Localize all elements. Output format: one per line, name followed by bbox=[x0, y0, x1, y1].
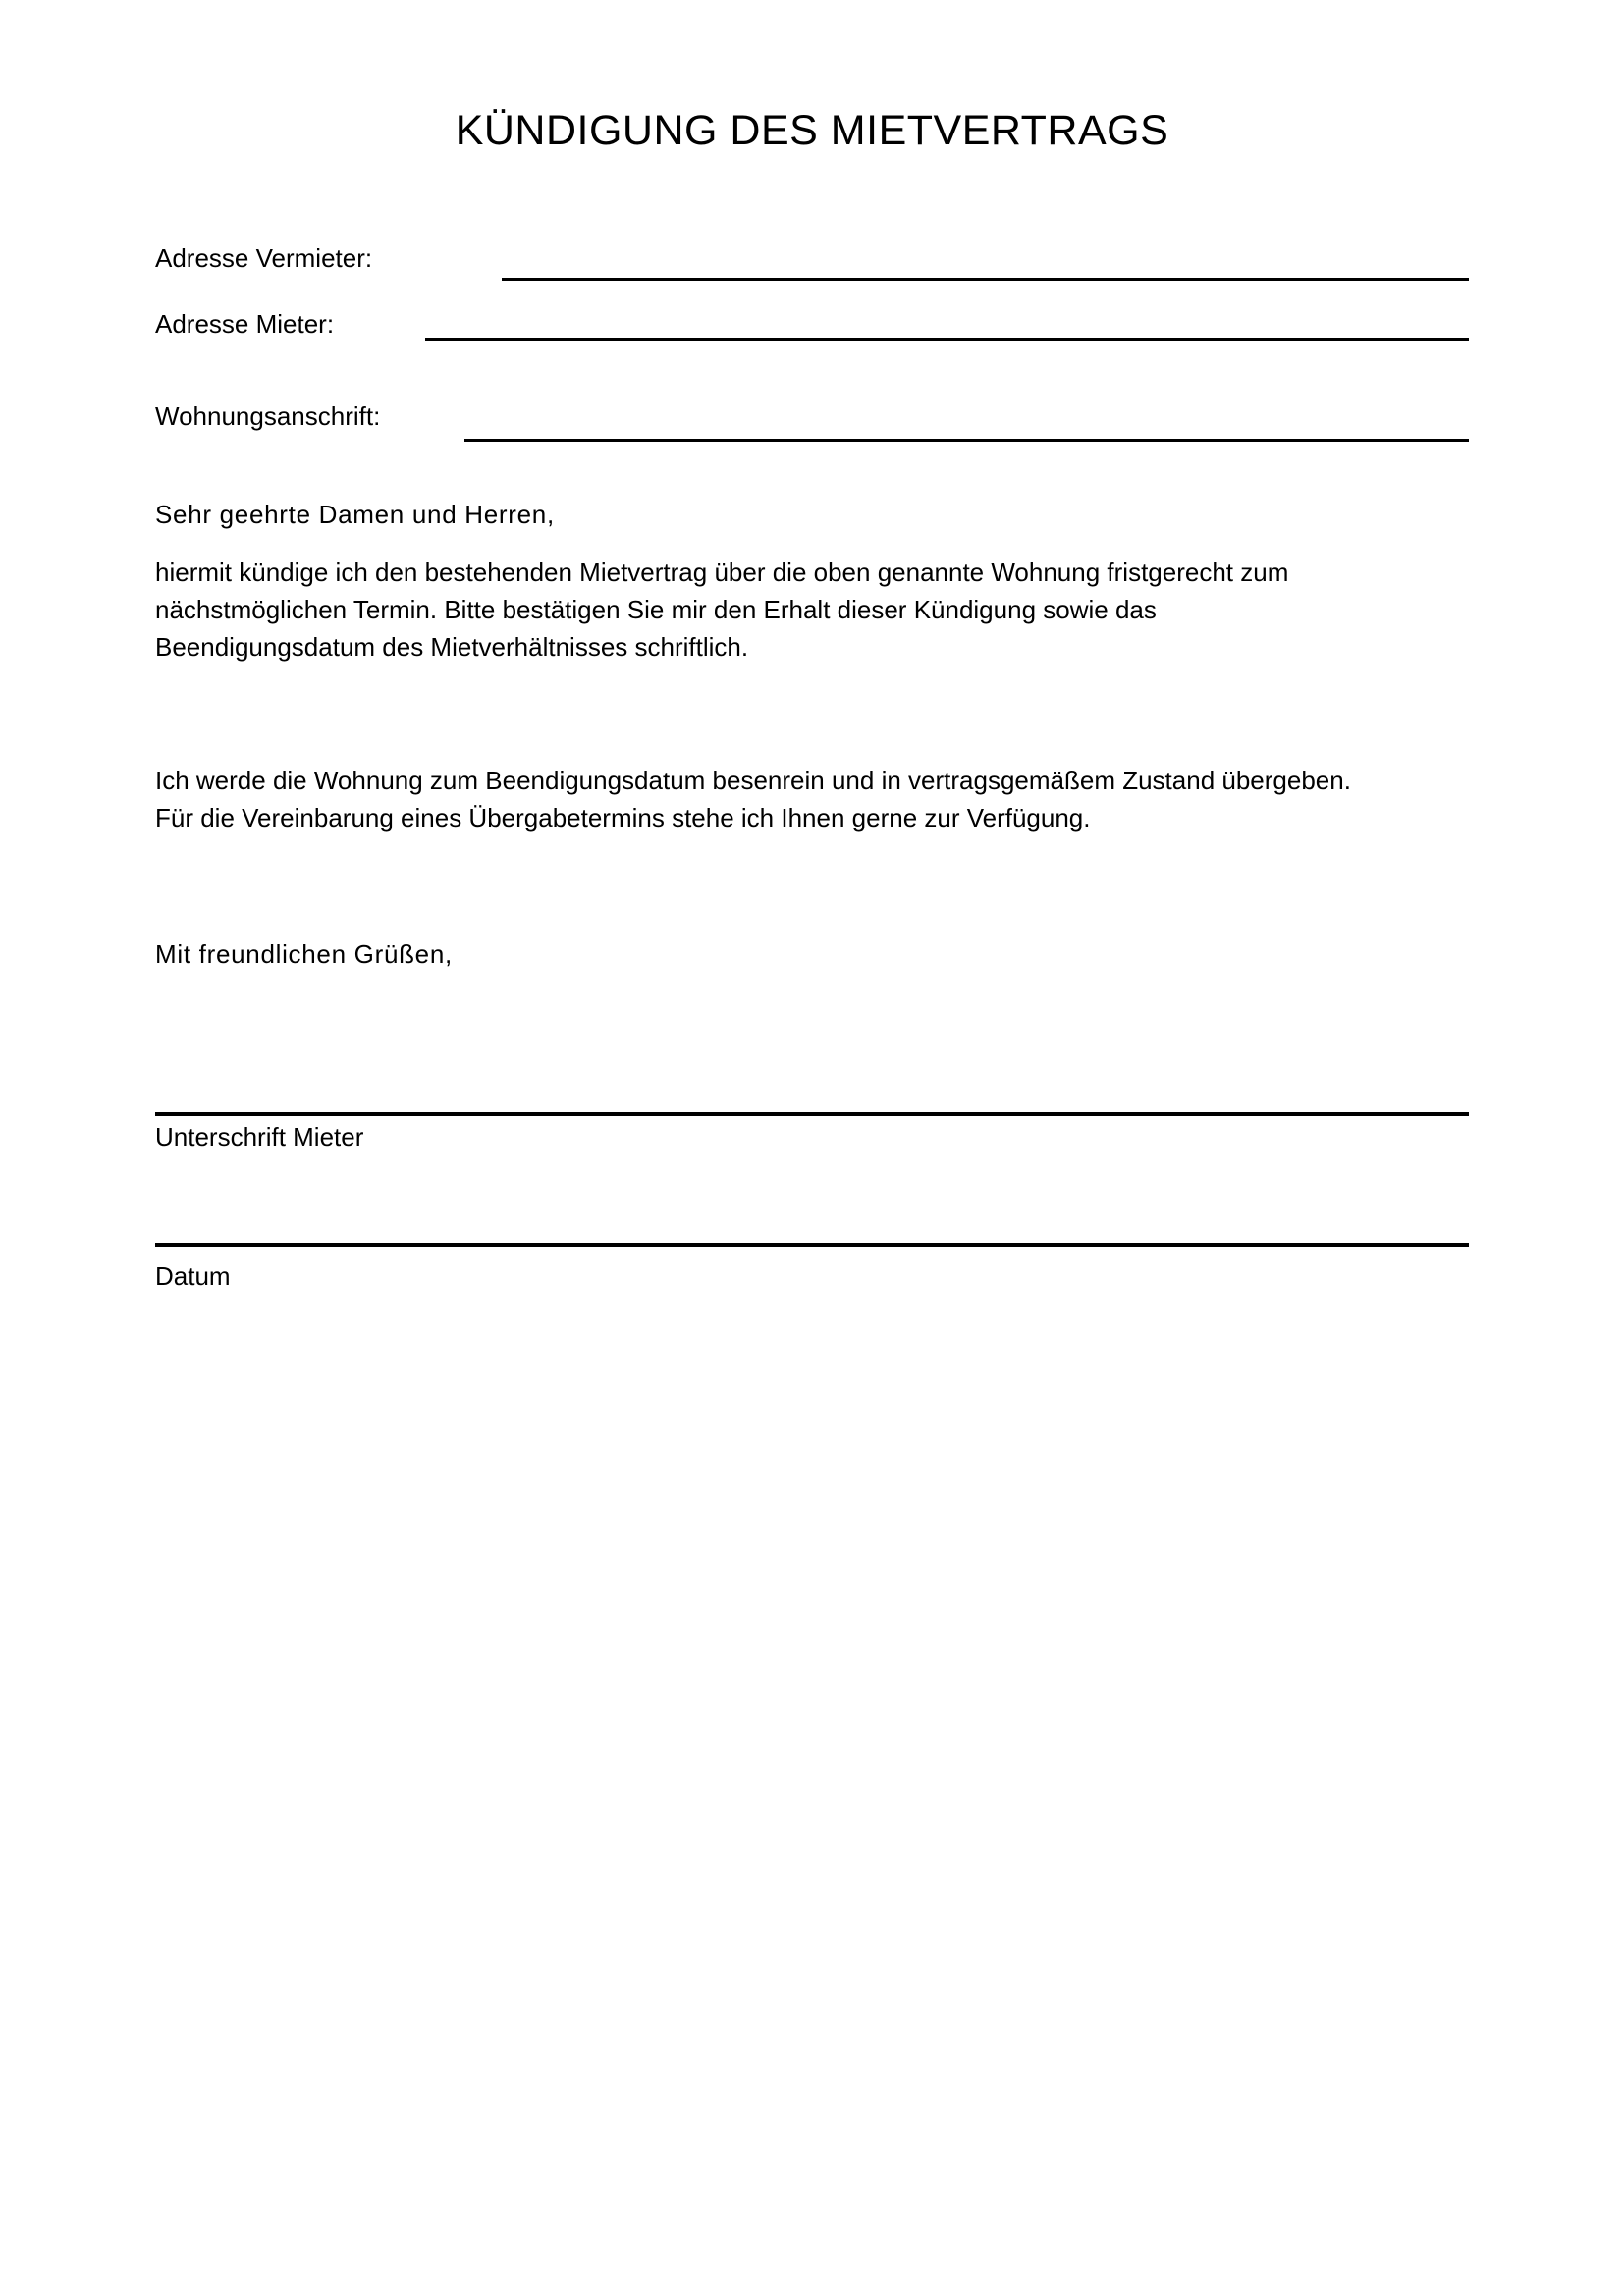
field-label-adresse-vermieter: Adresse Vermieter: bbox=[155, 243, 373, 273]
adresse-mieter-fill-line bbox=[425, 338, 1469, 341]
wohnungsanschrift-fill-line bbox=[464, 439, 1469, 442]
adresse-vermieter-fill-line bbox=[502, 278, 1469, 281]
signature-label-unterschrift-mieter: Unterschrift Mieter bbox=[155, 1122, 364, 1151]
field-label-adresse-mieter: Adresse Mieter: bbox=[155, 309, 335, 339]
document-title: KÜNDIGUNG DES MIETVERTRAGS bbox=[455, 107, 1169, 154]
closing: Mit freundlichen Grüßen, bbox=[155, 939, 453, 969]
paragraph-2-line-1: Ich werde die Wohnung zum Beendigungsdatum besenrein und in vertragsgemäßem Zustand übergeben. bbox=[155, 766, 1351, 795]
paragraph-2-line-2: Für die Vereinbarung eines Übergabetermins stehe ich Ihnen gerne zur Verfügung. bbox=[155, 803, 1091, 832]
paragraph-2 bbox=[155, 762, 1490, 836]
paragraph-1-line-3: Beendigungsdatum des Mietverhältnisses schriftlich. bbox=[155, 632, 749, 662]
paragraph-1 bbox=[155, 554, 1490, 666]
signature-label-datum: Datum bbox=[155, 1261, 231, 1291]
paragraph-1-line-1: hiermit kündige ich den bestehenden Mietvertrag über die oben genannte Wohnung fristgerecht zum bbox=[155, 558, 1289, 587]
unterschrift-mieter-signature-line bbox=[155, 1112, 1469, 1116]
field-label-wohnungsanschrift: Wohnungsanschrift: bbox=[155, 401, 381, 431]
paragraph-1-line-2: nächstmöglichen Termin. Bitte bestätigen Sie mir den Erhalt dieser Kündigung sowie das bbox=[155, 595, 1157, 624]
datum-signature-line bbox=[155, 1243, 1469, 1247]
salutation: Sehr geehrte Damen und Herren, bbox=[155, 500, 555, 529]
